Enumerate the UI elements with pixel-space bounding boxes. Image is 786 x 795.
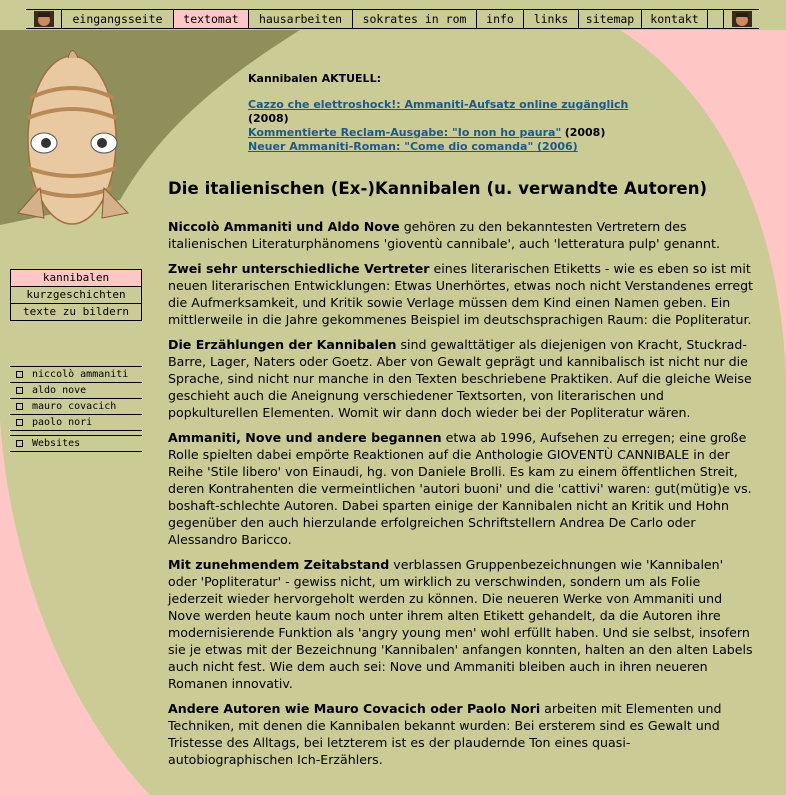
nav-eingangsseite[interactable]: eingangsseite (62, 10, 174, 28)
sidebar-item-kannibalen[interactable]: kannibalen (10, 269, 142, 287)
paragraph (168, 260, 753, 328)
news-year: (2008) (248, 112, 289, 125)
sidebar-item-nori[interactable] (10, 415, 142, 431)
sidebar-item-nove[interactable] (10, 383, 142, 399)
avatar-right (723, 10, 759, 28)
sidebar-item-label: mauro covacich (32, 401, 117, 412)
nav-links[interactable]: links (524, 10, 579, 28)
fish-mascot-image (8, 38, 138, 230)
paragraph-text: etwa ab 1996, Aufsehen zu erregen; eine große Rolle spielten dabei empörte Reaktionen auf die Anthologie GIOVENTÙ CANNIBALE in der Reihe 'Stile libero' von Einaudi, hg. von Daniele Brolli. Es kam zu einem öffentlichen Streit, deren Kontrahenten die vermeintlichen 'autori buoni' und die 'cattivi' waren: gut(mütig)e vs. boshaft-schlechte Autoren. Dabei sparten einige der Kannibalen nicht an Kritik und Hohn gegenüber den auch hierzulande erfolgreichen Schriftstellern Andrea De Carlo oder Alessandro Baricco. (168, 430, 752, 547)
paragraph (168, 336, 753, 421)
sidebar-item-label: aldo nove (32, 385, 87, 396)
news-link-come-dio-comanda[interactable]: Neuer Ammaniti-Roman: "Come dio comanda" (2006) (248, 140, 578, 153)
paragraph-text: arbeiten mit Elementen und Techniken, mit denen die Kannibalen bekannt wurden: Bei ersterem sind es Gewalt und Tristesse des Alltags, bei letzterem ist es der plaudernde Ton eines quasi-autobiographischen Ich-Erzählers. (168, 701, 722, 767)
paragraph (168, 700, 753, 768)
nav-hausarbeiten[interactable]: hausarbeiten (249, 10, 353, 28)
sidebar-item-covacich[interactable] (10, 399, 142, 415)
paragraph (168, 429, 753, 548)
page-title: Die italienischen (Ex-)Kannibalen (u. verwandte Autoren) (168, 179, 708, 198)
paragraph-text: eines literarischen Etiketts - wie es eben so ist mit neuen literarischen Entwicklungen: Etwas Unerhörtes, etwas noch nicht Verstandenes erregt die Aufmerksamkeit, und Kritik sowie Verlage müssen dem Kind einen Namen geben. Ein mittlerweile in die Jahre gekommenes Beispiel im deutschsprachigen Raum: die Popliteratur. (168, 261, 753, 327)
main-content (168, 178, 753, 776)
sidebar-item-label: paolo nori (32, 417, 93, 428)
paragraph (168, 218, 753, 252)
avatar-left-icon (34, 11, 54, 27)
sidebar-item-label: niccolò ammaniti (32, 369, 129, 380)
paragraph-lead: Andere Autoren wie Mauro Covacich oder Paolo Nori (168, 701, 541, 716)
sidebar-menu-extras (10, 435, 142, 452)
nav-textomat[interactable]: textomat (174, 10, 249, 28)
paragraph-lead: Niccolò Ammaniti und Aldo Nove (168, 219, 400, 234)
sidebar-item-websites[interactable] (10, 436, 142, 452)
news-heading: Kannibalen AKTUELL: (248, 72, 381, 85)
news-line (248, 98, 668, 126)
nav-sokrates-in-rom[interactable]: sokrates in rom (353, 10, 477, 28)
sidebar-item-ammaniti[interactable] (10, 367, 142, 383)
nav-sitemap[interactable]: sitemap (579, 10, 642, 28)
paragraph-text: gehören zu den bekanntesten Vertretern des italienischen Literaturphänomens 'gioventù cannibale', auch 'letteratura pulp' genannt. (168, 219, 720, 251)
square-bullet-icon (16, 371, 23, 378)
sidebar-item-texte-zu-bildern[interactable]: texte zu bildern (10, 304, 142, 321)
paragraph-text: verblassen Gruppenbezeichnungen wie 'Kannibalen' oder 'Popliteratur' - gewiss nicht, um wirklich zu verschwinden, sondern um als Folie jederzeit wieder hervorgeholt werden zu können. Die neueren Werke von Ammaniti und Nove werden heute kaum noch unter ihrem alten Etikett gehandelt, da die Autoren ihre modernisierende Funktion als 'angry young men' wohl erfüllt haben. Und sie selbst, insofern sie je etwas mit der Bezeichnung 'Kannibalen' anfangen konnten, halten an den alten Labels auch nicht fest. Wie dem auch sei: Nove und Ammaniti bleiben auch in ihren neueren Romanen innovativ. (168, 557, 753, 691)
news-year: (2008) (564, 126, 606, 139)
square-bullet-icon (16, 440, 23, 447)
paragraph-text: sind gewalttätiger als diejenigen von Kracht, Stuckrad-Barre, Lager, Naters oder Goetz. Aber von Gewalt geprägt und kannibalisch ist nicht nur die Sprache, sind nicht nur manche in den Texten beschriebene Praktiken. Auf die gleiche Weise geschieht auch die Aneignung verschiedener Textsorten, von literarischen und popkulturellen Elementen. Womit wir dann doch wieder bei der Popliteratur wären. (168, 337, 752, 420)
paragraph-lead: Zwei sehr unterschiedliche Vertreter (168, 261, 430, 276)
paragraph-lead: Mit zunehmendem Zeitabstand (168, 557, 390, 572)
top-navigation (26, 9, 759, 29)
paragraph-lead: Ammaniti, Nove und andere begannen (168, 430, 442, 445)
nav-kontakt[interactable]: kontakt (642, 10, 708, 28)
paragraph (168, 556, 753, 692)
avatar-left (26, 10, 62, 28)
news-line (248, 126, 668, 140)
paragraph-lead: Die Erzählungen der Kannibalen (168, 337, 397, 352)
sidebar-item-kurzgeschichten[interactable]: kurzgeschichten (10, 287, 142, 304)
sidebar-menu-primary (10, 269, 142, 321)
news-link-elettroshock[interactable]: Cazzo che elettroshock!: Ammaniti-Aufsatz online zugänglich (248, 98, 629, 111)
square-bullet-icon (16, 419, 23, 426)
square-bullet-icon (16, 387, 23, 394)
news-box (248, 72, 668, 154)
sidebar-item-label: Websites (32, 438, 81, 449)
nav-info[interactable]: info (477, 10, 524, 28)
square-bullet-icon (16, 403, 23, 410)
news-link-reclam[interactable]: Kommentierte Reclam-Ausgabe: "Io non ho paura" (248, 126, 562, 139)
avatar-right-icon (732, 11, 752, 27)
news-line (248, 140, 668, 154)
sidebar-menu-authors (10, 366, 142, 431)
